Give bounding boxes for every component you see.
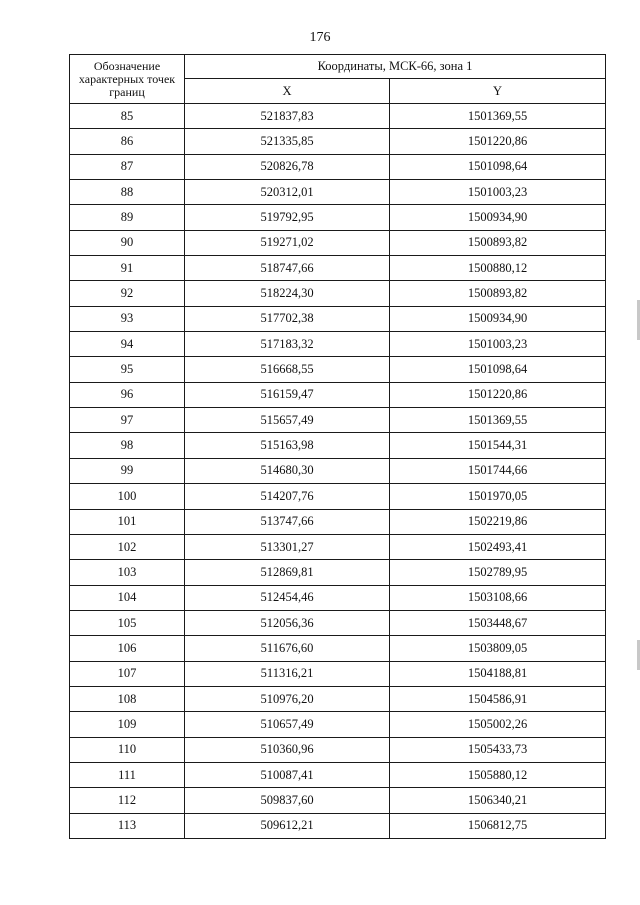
point-cell: 93	[70, 306, 185, 331]
table-row	[70, 129, 606, 154]
table-row	[70, 408, 606, 433]
table-row	[70, 357, 606, 382]
table-row	[70, 256, 606, 281]
point-cell: 108	[70, 686, 185, 711]
x-coordinate-cell: 512869,81	[185, 560, 390, 585]
point-cell: 109	[70, 712, 185, 737]
y-coordinate-cell: 1503809,05	[390, 636, 606, 661]
table-row	[70, 610, 606, 635]
x-coordinate-cell: 511676,60	[185, 636, 390, 661]
point-cell: 89	[70, 205, 185, 230]
point-cell: 105	[70, 610, 185, 635]
y-coordinate-cell: 1501369,55	[390, 104, 606, 129]
table-row	[70, 737, 606, 762]
point-cell: 112	[70, 788, 185, 813]
x-coordinate-cell: 519271,02	[185, 230, 390, 255]
x-coordinate-cell: 520826,78	[185, 154, 390, 179]
x-coordinate-cell: 509837,60	[185, 788, 390, 813]
x-coordinate-cell: 515657,49	[185, 408, 390, 433]
table-row	[70, 281, 606, 306]
x-coordinate-cell: 513301,27	[185, 534, 390, 559]
y-coordinate-cell: 1501744,66	[390, 458, 606, 483]
point-cell: 113	[70, 813, 185, 838]
table-row	[70, 484, 606, 509]
table-header-row	[70, 55, 606, 79]
x-coordinate-cell: 512454,46	[185, 585, 390, 610]
y-coordinate-cell: 1506812,75	[390, 813, 606, 838]
y-coordinate-cell: 1506340,21	[390, 788, 606, 813]
y-coordinate-cell: 1500880,12	[390, 256, 606, 281]
y-coordinate-cell: 1501369,55	[390, 408, 606, 433]
y-coordinate-cell: 1500893,82	[390, 281, 606, 306]
table-body	[70, 104, 606, 839]
table-row	[70, 154, 606, 179]
point-cell: 107	[70, 661, 185, 686]
table-row	[70, 560, 606, 585]
table-row	[70, 712, 606, 737]
y-coordinate-cell: 1505002,26	[390, 712, 606, 737]
x-coordinate-cell: 510976,20	[185, 686, 390, 711]
y-coordinate-cell: 1501970,05	[390, 484, 606, 509]
y-coordinate-cell: 1501220,86	[390, 129, 606, 154]
x-coordinate-cell: 510087,41	[185, 762, 390, 787]
page-number: 176	[309, 30, 331, 45]
y-coordinate-cell: 1505880,12	[390, 762, 606, 787]
table-row	[70, 104, 606, 129]
table-row	[70, 762, 606, 787]
y-coordinate-cell: 1504586,91	[390, 686, 606, 711]
point-cell: 91	[70, 256, 185, 281]
table-row	[70, 382, 606, 407]
point-cell: 102	[70, 534, 185, 559]
x-coordinate-cell: 519792,95	[185, 205, 390, 230]
header-coordinates: Координаты, МСК-66, зона 1	[185, 55, 606, 79]
table-row	[70, 306, 606, 331]
point-cell: 103	[70, 560, 185, 585]
y-coordinate-cell: 1503448,67	[390, 610, 606, 635]
point-cell: 85	[70, 104, 185, 129]
header-x: X	[185, 79, 390, 104]
coordinates-table	[69, 54, 606, 839]
table-row	[70, 585, 606, 610]
x-coordinate-cell: 516159,47	[185, 382, 390, 407]
y-coordinate-cell: 1505433,73	[390, 737, 606, 762]
table-row	[70, 686, 606, 711]
y-coordinate-cell: 1501098,64	[390, 357, 606, 382]
table-row	[70, 230, 606, 255]
point-cell: 96	[70, 382, 185, 407]
y-coordinate-cell: 1502493,41	[390, 534, 606, 559]
table-row	[70, 661, 606, 686]
point-cell: 104	[70, 585, 185, 610]
x-coordinate-cell: 512056,36	[185, 610, 390, 635]
y-coordinate-cell: 1501544,31	[390, 433, 606, 458]
point-cell: 90	[70, 230, 185, 255]
point-cell: 111	[70, 762, 185, 787]
point-cell: 101	[70, 509, 185, 534]
table-row	[70, 788, 606, 813]
x-coordinate-cell: 510360,96	[185, 737, 390, 762]
point-cell: 110	[70, 737, 185, 762]
y-coordinate-cell: 1502789,95	[390, 560, 606, 585]
x-coordinate-cell: 520312,01	[185, 180, 390, 205]
table-row	[70, 636, 606, 661]
table-row	[70, 813, 606, 838]
point-cell: 106	[70, 636, 185, 661]
y-coordinate-cell: 1503108,66	[390, 585, 606, 610]
point-cell: 100	[70, 484, 185, 509]
table-row	[70, 458, 606, 483]
point-cell: 97	[70, 408, 185, 433]
x-coordinate-cell: 509612,21	[185, 813, 390, 838]
x-coordinate-cell: 521837,83	[185, 104, 390, 129]
y-coordinate-cell: 1500893,82	[390, 230, 606, 255]
y-coordinate-cell: 1501003,23	[390, 332, 606, 357]
table-row	[70, 509, 606, 534]
header-y: Y	[390, 79, 606, 104]
x-coordinate-cell: 517183,32	[185, 332, 390, 357]
table-row	[70, 534, 606, 559]
point-cell: 88	[70, 180, 185, 205]
y-coordinate-cell: 1501003,23	[390, 180, 606, 205]
point-cell: 92	[70, 281, 185, 306]
point-cell: 99	[70, 458, 185, 483]
point-cell: 87	[70, 154, 185, 179]
x-coordinate-cell: 513747,66	[185, 509, 390, 534]
x-coordinate-cell: 518747,66	[185, 256, 390, 281]
x-coordinate-cell: 514207,76	[185, 484, 390, 509]
point-cell: 95	[70, 357, 185, 382]
x-coordinate-cell: 514680,30	[185, 458, 390, 483]
y-coordinate-cell: 1500934,90	[390, 205, 606, 230]
table-row	[70, 180, 606, 205]
x-coordinate-cell: 521335,85	[185, 129, 390, 154]
x-coordinate-cell: 516668,55	[185, 357, 390, 382]
x-coordinate-cell: 518224,30	[185, 281, 390, 306]
header-point-designation: Обозначение характерных точек границ	[70, 55, 185, 104]
y-coordinate-cell: 1502219,86	[390, 509, 606, 534]
x-coordinate-cell: 511316,21	[185, 661, 390, 686]
x-coordinate-cell: 515163,98	[185, 433, 390, 458]
table-row	[70, 332, 606, 357]
point-cell: 98	[70, 433, 185, 458]
y-coordinate-cell: 1504188,81	[390, 661, 606, 686]
point-cell: 86	[70, 129, 185, 154]
table-row	[70, 433, 606, 458]
x-coordinate-cell: 510657,49	[185, 712, 390, 737]
y-coordinate-cell: 1501220,86	[390, 382, 606, 407]
y-coordinate-cell: 1500934,90	[390, 306, 606, 331]
table-row	[70, 205, 606, 230]
y-coordinate-cell: 1501098,64	[390, 154, 606, 179]
x-coordinate-cell: 517702,38	[185, 306, 390, 331]
point-cell: 94	[70, 332, 185, 357]
